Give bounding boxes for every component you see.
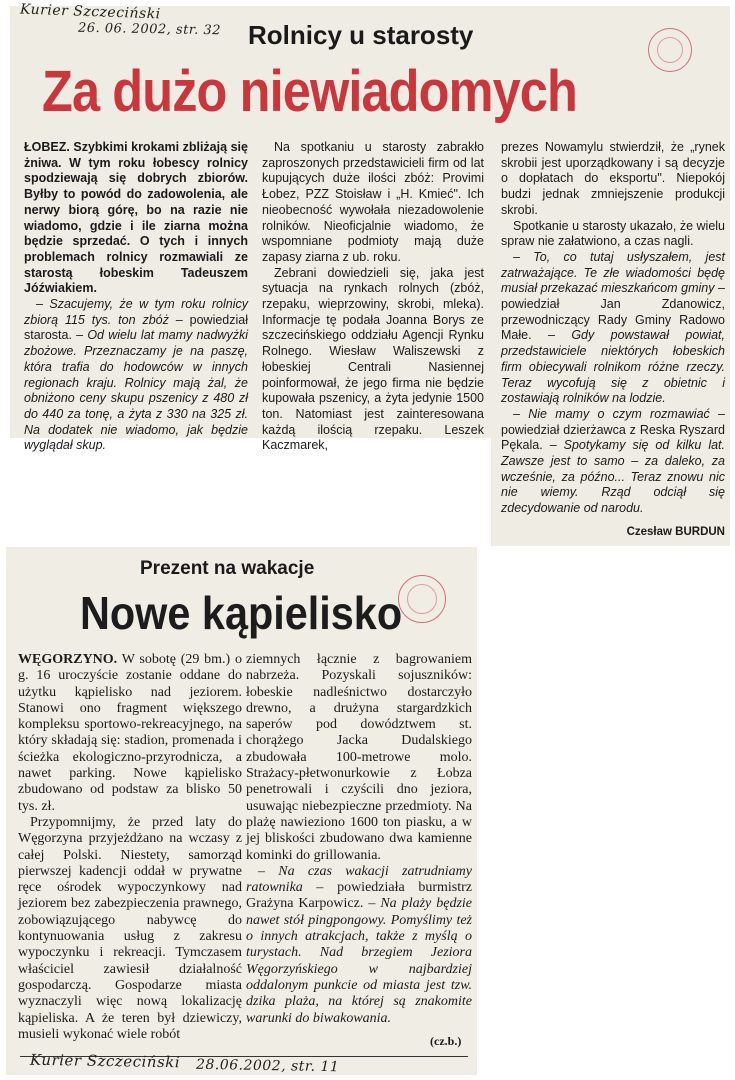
article1-paragraph <box>501 407 725 517</box>
handwritten-source-bottom: Kurier Szczeciński <box>29 1050 181 1072</box>
article1-paragraph: Na spotkaniu u starosty zabrakło zaproszonych przedstawicieli firm od lat kupujących duże ilości zbóż: Provimi Łobez, PZZ Stoisław i „H. Kmieć". Ich nieobecność wywołała niezadowolenie rolników. Nieoficjalnie wiadomo, że wspomniane podmioty mają duże zapasy ziarna z ub. roku. <box>262 140 484 264</box>
article2-headline: Nowe kąpielisko <box>80 587 403 639</box>
text: W sobotę (29 bm.) o g. 16 uroczyście zostanie oddane do użytku kąpielisko nad jeziorem. Stanowi ono fragment większego kompleksu sportowo-rekreacyjnego, na który składają się: stadion, promenada i ścieżka ekologiczno-przyrodnicza, a nawet parking. Nowe kąpielisko zbudowano od podstaw za blisko 50 tys. zł. <box>18 652 242 814</box>
quote: – Na plaży będzie nawet stół pingpongowy. Pomyślimy też o innych atrakcjach, także z myślą o turystach. Nad brzegiem Jeziora Węgorzyńskiego w najbardziej oddalonym punkcie od miasta jest tzw. dzika plaża, na której są znakomite warunki do biwakowania. <box>246 896 473 1026</box>
placename: WĘGORZYNO. <box>18 652 118 667</box>
library-stamp-ring <box>657 37 683 63</box>
article1-paragraph <box>501 250 725 407</box>
article2-paragraph: ziemnych łącznie z bagrowaniem nabrzeża. Pozyskali sojuszników: łobeskie nadleśnictwo dostarczyło drewno, a drużyna stargardzkich saperów pod dowództwem st. chorążego Jacka Dudalskiego zbudowała 100-metrowe molo. Strażacy-płetwonurkowie z Łobza penetrowali i czyścili dno jeziora, usuwając niebezpieczne przedmioty. Na plażę nawieziono 1600 ton piasku, a w jej bliskości zbudowano dwa kamienne kominki do grillowania. <box>246 652 472 863</box>
article1-paragraph <box>24 297 248 454</box>
quote: – Na czas wakacji zatrudniamy ratownika <box>246 863 472 896</box>
quote: – Gdy powstawał powiat, przedstawiciele niektórych łobeskich firm obiecywali rolnikom różne rzeczy. Teraz wycofują się z obietnic i zostawiają rolników na lodzie. <box>501 328 725 406</box>
quote: – Od wielu lat mamy nadwyżki zbożowe. Przeznaczamy je na paszę, która trafia do hodowców w innych regionach kraju. Rolnicy mają żal, że obniżono ceny skupu pszenicy z 480 zł do 440 za tonę, a żyta z 330 na 325 zł. Na dodatek nie wiadomo, jak będzie wyglądał skup. <box>24 328 248 453</box>
quote: – To, co tutaj usłyszałem, jest zatrważające. Te złe wiadomości będę musiał przekazać mieszkańcom gminy <box>501 249 725 296</box>
article1-paragraph: prezes Nowamylu stwierdził, że „rynek skrobii jest uporządkowany i są decyzje o dopłatach do eksportu". Niepokój budzi jednak zmniejszenie produkcji skrobi. <box>501 140 725 217</box>
text: – powiedziała burmistrz Grażyna Karpowicz. <box>246 880 472 912</box>
article1-author: Czesław BURDUN <box>626 526 725 538</box>
handwritten-source-top: Kurier Szczeciński <box>19 1 161 23</box>
library-stamp <box>398 575 446 623</box>
article2-kicker: Prezent na wakacje <box>140 558 315 579</box>
article1-headline: Za dużo niewiadomych <box>42 59 577 124</box>
article1-column-1 <box>24 140 248 454</box>
article2-author: (cz.b.) <box>430 1034 462 1048</box>
text: – powiedział Jan Zdanowicz, przewodniczący Rady Gminy Radowo Małe. <box>501 281 725 343</box>
handwritten-date-top: 26. 06. 2002, str. 32 <box>77 20 222 39</box>
article2-column-1 <box>18 652 242 1043</box>
library-stamp <box>648 28 692 72</box>
library-stamp-ring <box>407 584 437 614</box>
article1-column-3 <box>501 140 725 517</box>
text: – powiedział starosta. <box>24 312 249 343</box>
article2-column-2 <box>246 652 472 1027</box>
text: – powiedział dzierżawca z Reska Ryszard Pękala. <box>501 406 725 453</box>
article2-paragraph <box>18 652 242 815</box>
article1-column-2 <box>262 140 484 454</box>
article1-lead: ŁOBEZ. Szybkimi krokami zbliżają się żniwa. W tym roku łobescy rolnicy spodziewają się dobrych zbiorów. Byłby to powód do zadowolenia, ale nerwy biorą górę, bo na razie nie wiadomo, gdzie i ile ziarna można będzie sprzedać. O tych i innych problemach rolnicy rozmawiali ze starostą łobeskim Tadeuszem Jóźwiakiem. <box>24 140 248 296</box>
article1-paragraph: Zebrani dowiedzieli się, jaka jest sytuacja na rynkach rolnych (zbóż, rzepaku, wieprzowiny, skrobi, mleka). Informacje tę podała Joanna Borys ze szczecińskiego oddziału Agencji Rynku Rolnego. Wiesław Waliszewski z łobeskiej Centrali Nasiennej poinformował, że jego firma nie będzie kupowała pszenicy, a żyta jedynie 1500 ton. Natomiast jest zainteresowana każdą ilością rzepaku. Leszek Kaczmarek, <box>262 265 484 453</box>
article2-paragraph <box>246 864 472 1027</box>
handwritten-date-bottom: 28.06.2002, str. 11 <box>195 1056 340 1076</box>
quote: – Nie mamy o czym rozmawiać <box>513 406 710 421</box>
article1-kicker: Rolnicy u starosty <box>248 20 474 50</box>
quote: – Szacujemy, że w tym roku rolnicy zbiorą 115 tys. ton zbóż <box>24 297 248 327</box>
article1-paragraph: Spotkanie u starosty ukazało, że wielu spraw nie załatwiono, a czas nagli. <box>501 218 725 249</box>
quote: – Spotykamy się od kilku lat. Zawsze jest to samo – za daleko, za wcześnie, za późno... Teraz znowu nic nie wiemy. Rząd odciął się zdecydowanie od narodu. <box>501 438 725 516</box>
article2-paragraph: Przypomnijmy, że przed laty do Węgorzyna przyjeżdżano na wczasy z całej Polski. Niestety, samorząd pierwszej kadencji oddał w prywatne ręce ośrodek wypoczynkowy nad jeziorem bez zabezpieczenia prawnego, zobowiązującego nabywcę do kontynuowania usług z zakresu wypoczynku i rekreacji. Tymczasem właściciel zawiesił działalność gospodarczą. Gospodarze miasta wyznaczyli więc nową lokalizację kąpieliska. A że teren był dziewiczy, musieli wykonać wiele robót <box>18 814 242 1042</box>
